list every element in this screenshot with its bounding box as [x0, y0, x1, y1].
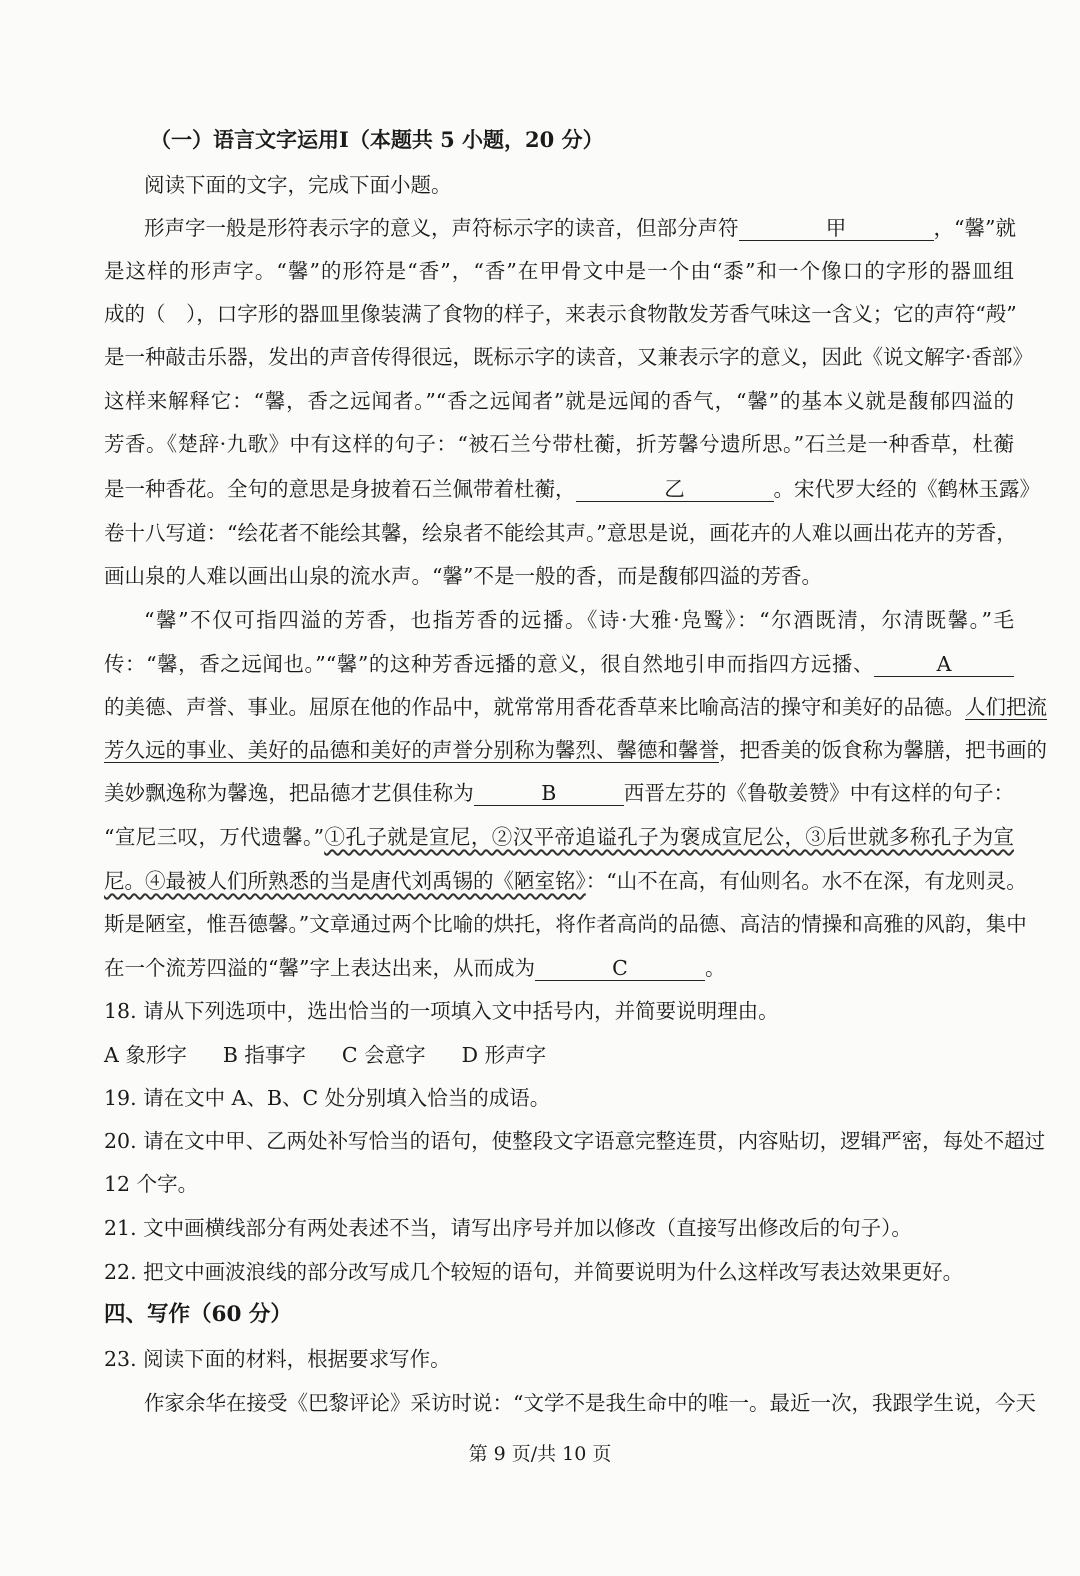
passage-line: 卷十八写道：“绘花者不能绘其馨，绘泉者不能绘其声。”意思是说，画花卉的人难以画出花卉的芳香， [104, 521, 1017, 545]
passage-line: 成的（ ），口字形的器皿里像装满了食物的样子，来表示食物散发芳香气味这一含义；它的声符“殸” [104, 302, 1017, 326]
option-c[interactable]: C 会意字 [341, 1043, 426, 1067]
passage-line: 美妙飘逸称为馨逸，把品德才艺俱佳称为 B 西晋左芬的《鲁敬姜赞》中有这样的句子： [104, 781, 1015, 805]
passage-line: “宣尼三叹，万代遗馨。”①孔子就是宣尼，②汉平帝追谥孔子为褒成宣尼公，③后世就多称孔子为宣 [104, 825, 1014, 849]
blank-a[interactable]: A [874, 652, 1014, 677]
page-number: 第 9 页/共 10 页 [468, 1443, 612, 1465]
question-23: 23. 阅读下面的材料，根据要求写作。 [104, 1347, 451, 1371]
wavy-underlined-text: 尼。④最被人们所熟悉的当是唐代刘禹锡的《陋室铭》 [104, 869, 586, 893]
passage-line: 形声字一般是形符表示字的意义，声符标示字的读音，但部分声符 甲 ，“馨”就 [144, 216, 1016, 240]
wavy-underlined-text: ①孔子就是宣尼，②汉平帝追谥孔子为褒成宣尼公，③后世就多称孔子为宣 [324, 825, 1014, 849]
blank-c[interactable]: C [535, 956, 705, 981]
section-heading: （一）语言文字运用Ⅰ（本题共 5 小题，20 分） [150, 127, 604, 152]
blank-jia[interactable]: 甲 [739, 216, 934, 241]
passage-line: 斯是陋室，惟吾德馨。”文章通过两个比喻的烘托，将作者高尚的品德、高洁的情操和高雅的风韵，集中 [104, 912, 1027, 936]
passage-line: 画山泉的人难以画出山泉的流水声。“馨”不是一般的香，而是馥郁四溢的芳香。 [104, 564, 822, 588]
option-d[interactable]: D 形声字 [461, 1043, 547, 1067]
underlined-text: 人们把流 [965, 695, 1047, 719]
question-20-cont: 12 个字。 [104, 1172, 199, 1196]
question-20: 20. 请在文中甲、乙两处补写恰当的语句，使整段文字语意完整连贯，内容贴切，逻辑严密，每处不超过 [104, 1129, 1046, 1153]
question-22: 22. 把文中画波浪线的部分改写成几个较短的语句，并简要说明为什么这样改写表达效果更好。 [104, 1260, 964, 1284]
passage-line: “馨”不仅可指四溢的芳香，也指芳香的远播。《诗·大雅·凫鹥》：“尔酒既清，尔清既馨。”毛 [144, 608, 1014, 632]
passage-line: 是这样的形声字。“馨”的形符是“香”，“香”在甲骨文中是一个由“黍”和一个像口的字形的器皿组 [104, 259, 1014, 283]
passage-line: 芳香。《楚辞·九歌》中有这样的句子：“被石兰兮带杜蘅，折芳馨兮遗所思。”石兰是一种香草，杜蘅 [104, 432, 1014, 456]
passage-line: 传：“馨，香之远闻也。”“馨”的这种芳香远播的意义，很自然地引申而指四方远播、 A [104, 649, 1014, 679]
question-21: 21. 文中画横线部分有两处表述不当，请写出序号并加以修改（直接写出修改后的句子）。 [104, 1216, 912, 1240]
question-18-options [104, 1040, 1014, 1070]
option-a[interactable]: A 象形字 [104, 1043, 187, 1067]
question-19: 19. 请在文中 A、B、C 处分别填入恰当的成语。 [104, 1086, 551, 1110]
passage-line: 这样来解释它：“馨，香之远闻者。”“香之远闻者”就是远闻的香气，“馨”的基本义就是馥郁四溢的 [104, 389, 1014, 413]
passage-line: 尼。④最被人们所熟悉的当是唐代刘禹锡的《陋室铭》：“山不在高，有仙则名。水不在深，有龙则灵。 [104, 869, 1027, 893]
writing-material: 作家余华在接受《巴黎评论》采访时说：“文学不是我生命中的唯一。最近一次，我跟学生说，今天 [144, 1391, 1036, 1415]
passage-line: 芳久远的事业、美好的品德和美好的声誉分别称为馨烈、馨德和馨誉，把香美的饭食称为馨膳，把书画的 [104, 738, 1047, 762]
passage-line: 在一个流芳四溢的“馨”字上表达出来，从而成为 C 。 [104, 956, 726, 980]
question-18: 18. 请从下列选项中，选出恰当的一项填入文中括号内，并简要说明理由。 [104, 999, 779, 1023]
option-b[interactable]: B 指事字 [222, 1043, 306, 1067]
writing-heading: 四、写作（60 分） [104, 1302, 292, 1327]
blank-yi[interactable]: 乙 [576, 477, 774, 502]
passage-line: 的美德、声誉、事业。屈原在他的作品中，就常常用香花香草来比喻高洁的操守和美好的品德。人们把流 [104, 695, 1047, 719]
passage-line: 是一种香花。全句的意思是身披着石兰佩带着杜蘅， 乙 。宋代罗大经的《鹤林玉露》 [104, 477, 1040, 501]
blank-b[interactable]: B [474, 781, 624, 806]
underlined-text: 芳久远的事业、美好的品德和美好的声誉分别称为馨烈、馨德和馨誉 [104, 738, 719, 762]
instruction: 阅读下面的文字，完成下面小题。 [144, 173, 452, 197]
passage-line: 是一种敲击乐器，发出的声音传得很远，既标示字的读音，又兼表示字的意义，因此《说文解字·香部》 [104, 345, 1034, 369]
